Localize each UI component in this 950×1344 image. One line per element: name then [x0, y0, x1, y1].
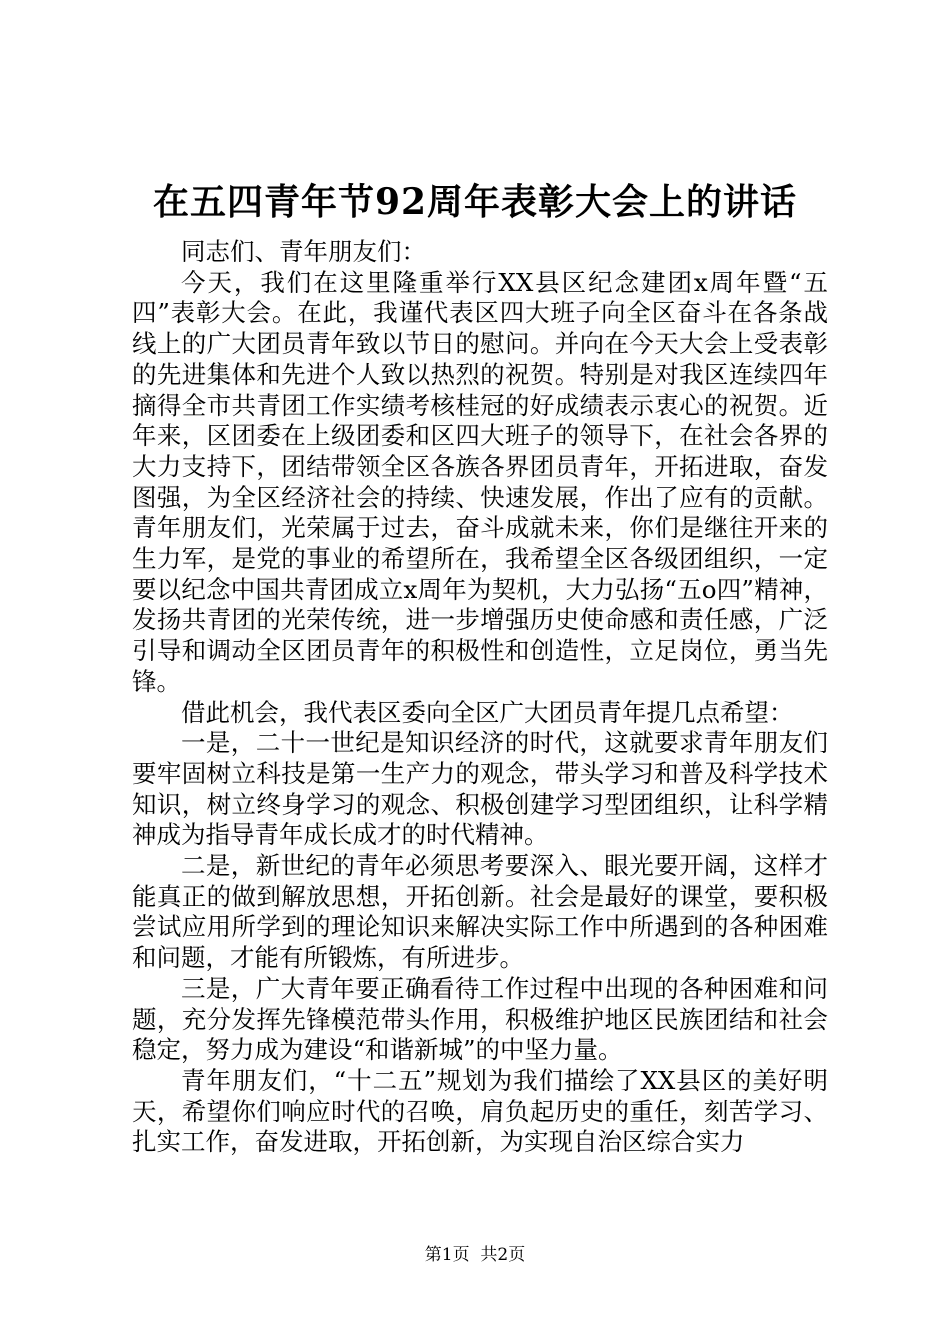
body-paragraph: 借此机会，我代表区委向全区广大团员青年提几点希望： [181, 697, 794, 727]
body-paragraph: 二是，新世纪的青年必须思考要深入、眼光要开阔，这样才能真正的做到解放思想，开拓创新。社会是最好的课堂，要积极尝试应用所学到的理论知识来解决实际工作中所遇到的各种困难和问题，才能有所锻炼，有所进步。 [132, 851, 828, 973]
body-paragraph: 今天，我们在这里隆重举行XX县区纪念建团x周年暨“五四”表彰大会。在此，我谨代表区四大班子向全区奋斗在各条战线上的广大团员青年致以节日的慰问。并向在今天大会上受表彰的先进集体和先进个人致以热烈的祝贺。特别是对我区连续四年摘得全市共青团工作实绩考核桂冠的好成绩表示衷心的祝贺。近年来，区团委在上级团委和区四大班子的领导下，在社会各界的大力支持下，团结带领全区各族各界团员青年，开拓进取，奋发图强，为全区经济社会的持续、快速发展，作出了应有的贡献。青年朋友们，光荣属于过去，奋斗成就未来，你们是继往开来的生力军，是党的事业的希望所在，我希望全区各级团组织，一定要以纪念中国共青团成立x周年为契机，大力弘扬“五o四”精神，发扬共青团的光荣传统，进一步增强历史使命感和责任感，广泛引导和调动全区团员青年的积极性和创造性，立足岗位，勇当先锋。 [132, 267, 828, 696]
page-number-footer: 第1页 共2页 [424, 1245, 526, 1265]
document-body [132, 237, 828, 1158]
body-paragraph: 一是，二十一世纪是知识经济的时代，这就要求青年朋友们要牢固树立科技是第一生产力的观念，带头学习和普及科学技术知识，树立终身学习的观念、积极创建学习型团组织，让科学精神成为指导青年成长成才的时代精神。 [132, 728, 828, 850]
document-title: 在五四青年节92周年表彰大会上的讲话 [152, 181, 798, 223]
body-paragraph: 三是，广大青年要正确看待工作过程中出现的各种困难和问题，充分发挥先锋模范带头作用，积极维护地区民族团结和社会稳定，努力成为建设“和谐新城”的中坚力量。 [132, 973, 828, 1065]
salutation-paragraph: 同志们、青年朋友们： [181, 237, 426, 266]
body-paragraph: 青年朋友们，“十二五”规划为我们描绘了XX县区的美好明天，希望你们响应时代的召唤，肩负起历史的重任，刻苦学习、扎实工作，奋发进取，开拓创新，为实现自治区综合实力 [132, 1065, 828, 1157]
